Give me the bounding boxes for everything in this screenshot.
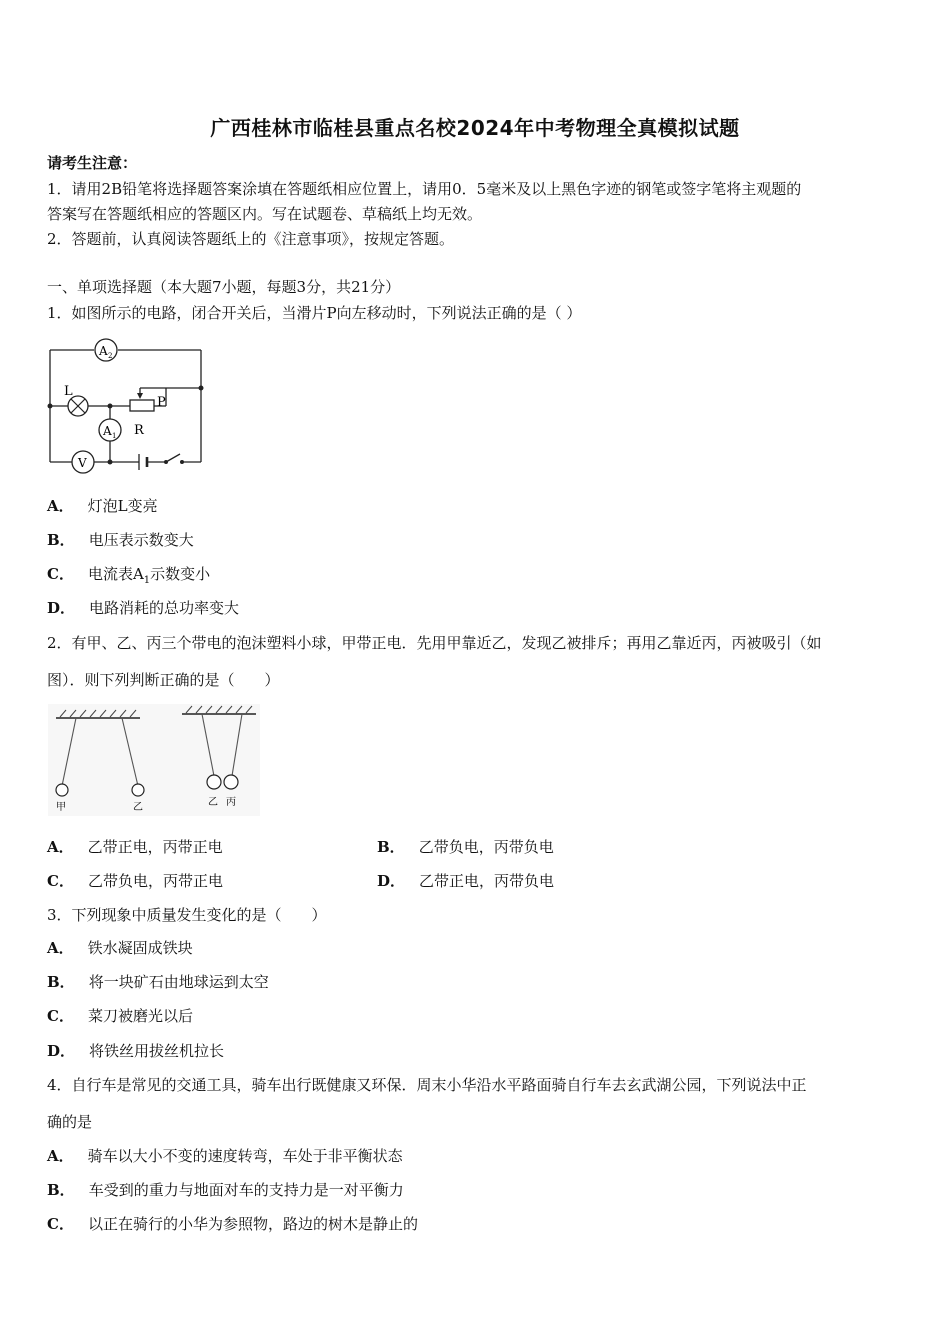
label-yi-left: 乙 [133,802,143,813]
lamp-label: L [64,384,73,399]
q4-option-c: C． 以正在骑行的小华为参照物，路边的树木是静止的 [47,1215,418,1233]
svg-text:1: 1 [112,432,117,440]
q2-stem-line-1: 2．有甲、乙、丙三个带电的泡沫塑料小球，甲带正电．先用甲靠近乙，发现乙被排斥；再用乙靠近丙，丙被吸引（如 [47,634,822,652]
q1-option-b: B． 电压表示数变大 [47,531,194,549]
slider-arrow-icon [137,393,143,399]
notice-item-2: 2．答题前，认真阅读答题纸上的《注意事项》，按规定答题。 [47,230,455,248]
notice-item-1-line-1: 1．请用2B铅笔将选择题答案涂填在答题纸相应位置上，请用0．5毫米及以上黑色字迹的钢笔或签字笔将主观题的 [47,180,802,198]
q2-option-d: D． 乙带正电，丙带负电 [377,872,555,890]
q2-pendulum-diagram [48,704,260,816]
q3-option-b: B． 将一块矿石由地球运到太空 [47,973,269,991]
svg-text:A: A [103,424,112,438]
notice-heading: 请考生注意： [47,154,138,172]
q4-stem-line-2: 确的是 [47,1113,93,1131]
q1-option-d: D． 电路消耗的总功率变大 [47,599,240,617]
label-bing: 丙 [226,797,236,808]
ball-yi-right-icon [207,775,221,789]
ball-bing-icon [224,775,238,789]
q3-stem: 3．下列现象中质量发生变化的是（ ） [47,906,327,924]
q2-option-b: B． 乙带负电，丙带负电 [377,838,554,856]
ammeter-a2-icon [95,339,117,361]
ball-yi-left-icon [132,784,144,796]
q2-option-a: A． 乙带正电，丙带正电 [47,838,223,856]
q1-circuit-diagram [44,338,210,474]
notice-item-1-line-2: 答案写在答题纸相应的答题区内。写在试题卷、草稿纸上均无效。 [47,205,483,223]
q4-option-a: A． 骑车以大小不变的速度转弯，车处于非平衡状态 [47,1147,403,1165]
svg-text:V: V [78,456,87,470]
q3-option-c: C． 菜刀被磨光以后 [47,1007,193,1025]
q2-stem-line-2: 图）．则下列判断正确的是（ ） [47,671,280,689]
lamp-icon [68,396,88,416]
svg-text:2: 2 [108,352,113,360]
label-yi-right: 乙 [208,797,218,808]
q4-stem-line-1: 4．自行车是常见的交通工具，骑车出行既健康又环保．周末小华沿水平路面骑自行车去玄武湖公园，下列说法中正 [47,1076,807,1094]
label-jia: 甲 [56,802,66,813]
ammeter-a1-icon [99,419,121,441]
section-heading: 一、单项选择题（本大题7小题，每题3分，共21分） [47,278,401,296]
q1-option-a: A． 灯泡L变亮 [47,497,158,515]
svg-text:A: A [99,344,108,358]
q1-option-c: C． 电流表$A_1$示数变小 [47,565,211,586]
ball-jia-icon [56,784,68,796]
q3-option-a: A． 铁水凝固成铁块 [47,939,193,957]
slider-label: P [157,395,166,410]
q1-stem: 1．如图所示的电路，闭合开关后，当滑片P向左移动时，下列说法正确的是（ ） [47,304,582,322]
q2-option-c: C． 乙带负电，丙带正电 [47,872,223,890]
q4-option-b: B． 车受到的重力与地面对车的支持力是一对平衡力 [47,1181,404,1199]
q3-option-d: D． 将铁丝用拔丝机拉长 [47,1042,225,1060]
rheostat-label: R [134,423,144,438]
page-title: 广西桂林市临桂县重点名校2024年中考物理全真模拟试题 [210,116,740,140]
voltmeter-icon [72,451,94,473]
